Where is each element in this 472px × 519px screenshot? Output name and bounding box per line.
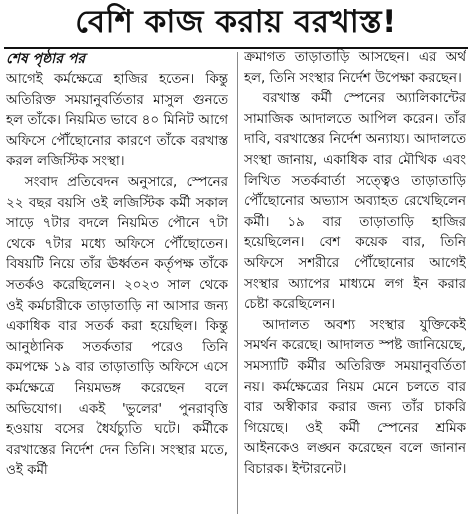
paragraph: বরখাস্ত কর্মী স্পেনের অ্যালিকান্টের সামাজিক আদালতে আপিল করেন। তাঁর দাবি, বরখাস্তের নির্দেশ অন্যায্য। আদালতে সংস্থা জানায়, একাধিক বার মৌখিক এবং লিখিত সতর্কবার্তা সত্ত্বেও তাড়াতাড়ি পৌঁছোনোর অভ্যাস অব্যাহত রেখেছিলেন কর্মী। ১৯ বার তাড়াতাড়ি হাজির হয়েছিলেন। বেশ কয়েক বার, তিনি অফিসে সশরীরে পৌঁছোনোর আগেই সংস্থার অ্যাপের মাধ্যমে লগ ইন করার চেষ্টা করেছিলেন। — [244, 91, 466, 313]
column-divider — [237, 52, 238, 514]
paragraph: আগেই কর্মক্ষেত্রে হাজির হতেন। কিন্তু অতিরিক্ত সময়ানুবর্তিতার মাসুল গুনতে হল তাঁকে। নিয়মিত ভাবে ৪০ মিনিট আগে অফিসে পৌঁছোনোর কারণে তাঁকে বরখাস্ত করল লজিস্টিক সংস্থা। — [6, 72, 228, 170]
headline: বেশি কাজ করায় বরখাস্ত! — [75, 4, 397, 40]
paragraph: সংবাদ প্রতিবেদন অনুসারে, স্পেনের ২২ বছর বয়সি ওই লজিস্টিক কর্মী সকাল সাড়ে ৭টার বদলে নিয়মিত পৌনে ৭টা থেকে ৭টার মধ্যে অফিসে পৌঁছোতেন। বিষয়টি নিয়ে তাঁর ঊর্ধ্বতন কর্তৃপক্ষ তাঁকে সতর্কও করেছিলেন। ২০২৩ সাল থেকে ওই কর্মচারীকে তাড়াতাড়ি না আসার জন্য একাধিক বার সতর্ক করা হয়েছিল। কিন্তু আনুষ্ঠানিক সতর্কতার পরেও তিনি কমপক্ষে ১৯ বার তাড়াতাড়ি অফিসে এসে কর্মক্ষেত্রে নিয়মভঙ্গ করেছেন বলে অভিযোগ। একই 'ভুলের' পুনরাবৃত্তি হওয়ায় বসের ধৈর্যচ্যুতি ঘটে। কর্মীকে বরখাস্তের নির্দেশ দেন তিনি। সংস্থার মতে, ওই কর্মী — [6, 174, 228, 479]
paragraph: ক্রমাগত তাড়াতাড়ি আসছেন। এর অর্থ হল, তিনি সংস্থার নির্দেশ উপেক্ষা করছেন। — [244, 50, 466, 86]
left-column — [6, 48, 228, 519]
paragraph: আদালত অবশ্য সংস্থার যুক্তিকেই সমর্থন করেছে। আদালত স্পষ্ট জানিয়েছে, সমস্যাটি কর্মীর অতিরিক্ত সময়ানুবর্তিতা নয়। কর্মক্ষেত্রের নিয়ম মেনে চলতে বার বার অস্বীকার করার জন্য তাঁর চাকরি গিয়েছে। ওই কর্মী স্পেনের শ্রমিক আইনকেও লঙ্ঘন করেছেন বলে জানান বিচারক। ইন্টারনেট। — [244, 317, 466, 477]
right-column — [244, 48, 466, 519]
continued-from-label: শেষ পৃষ্ঠার পর — [6, 51, 86, 67]
